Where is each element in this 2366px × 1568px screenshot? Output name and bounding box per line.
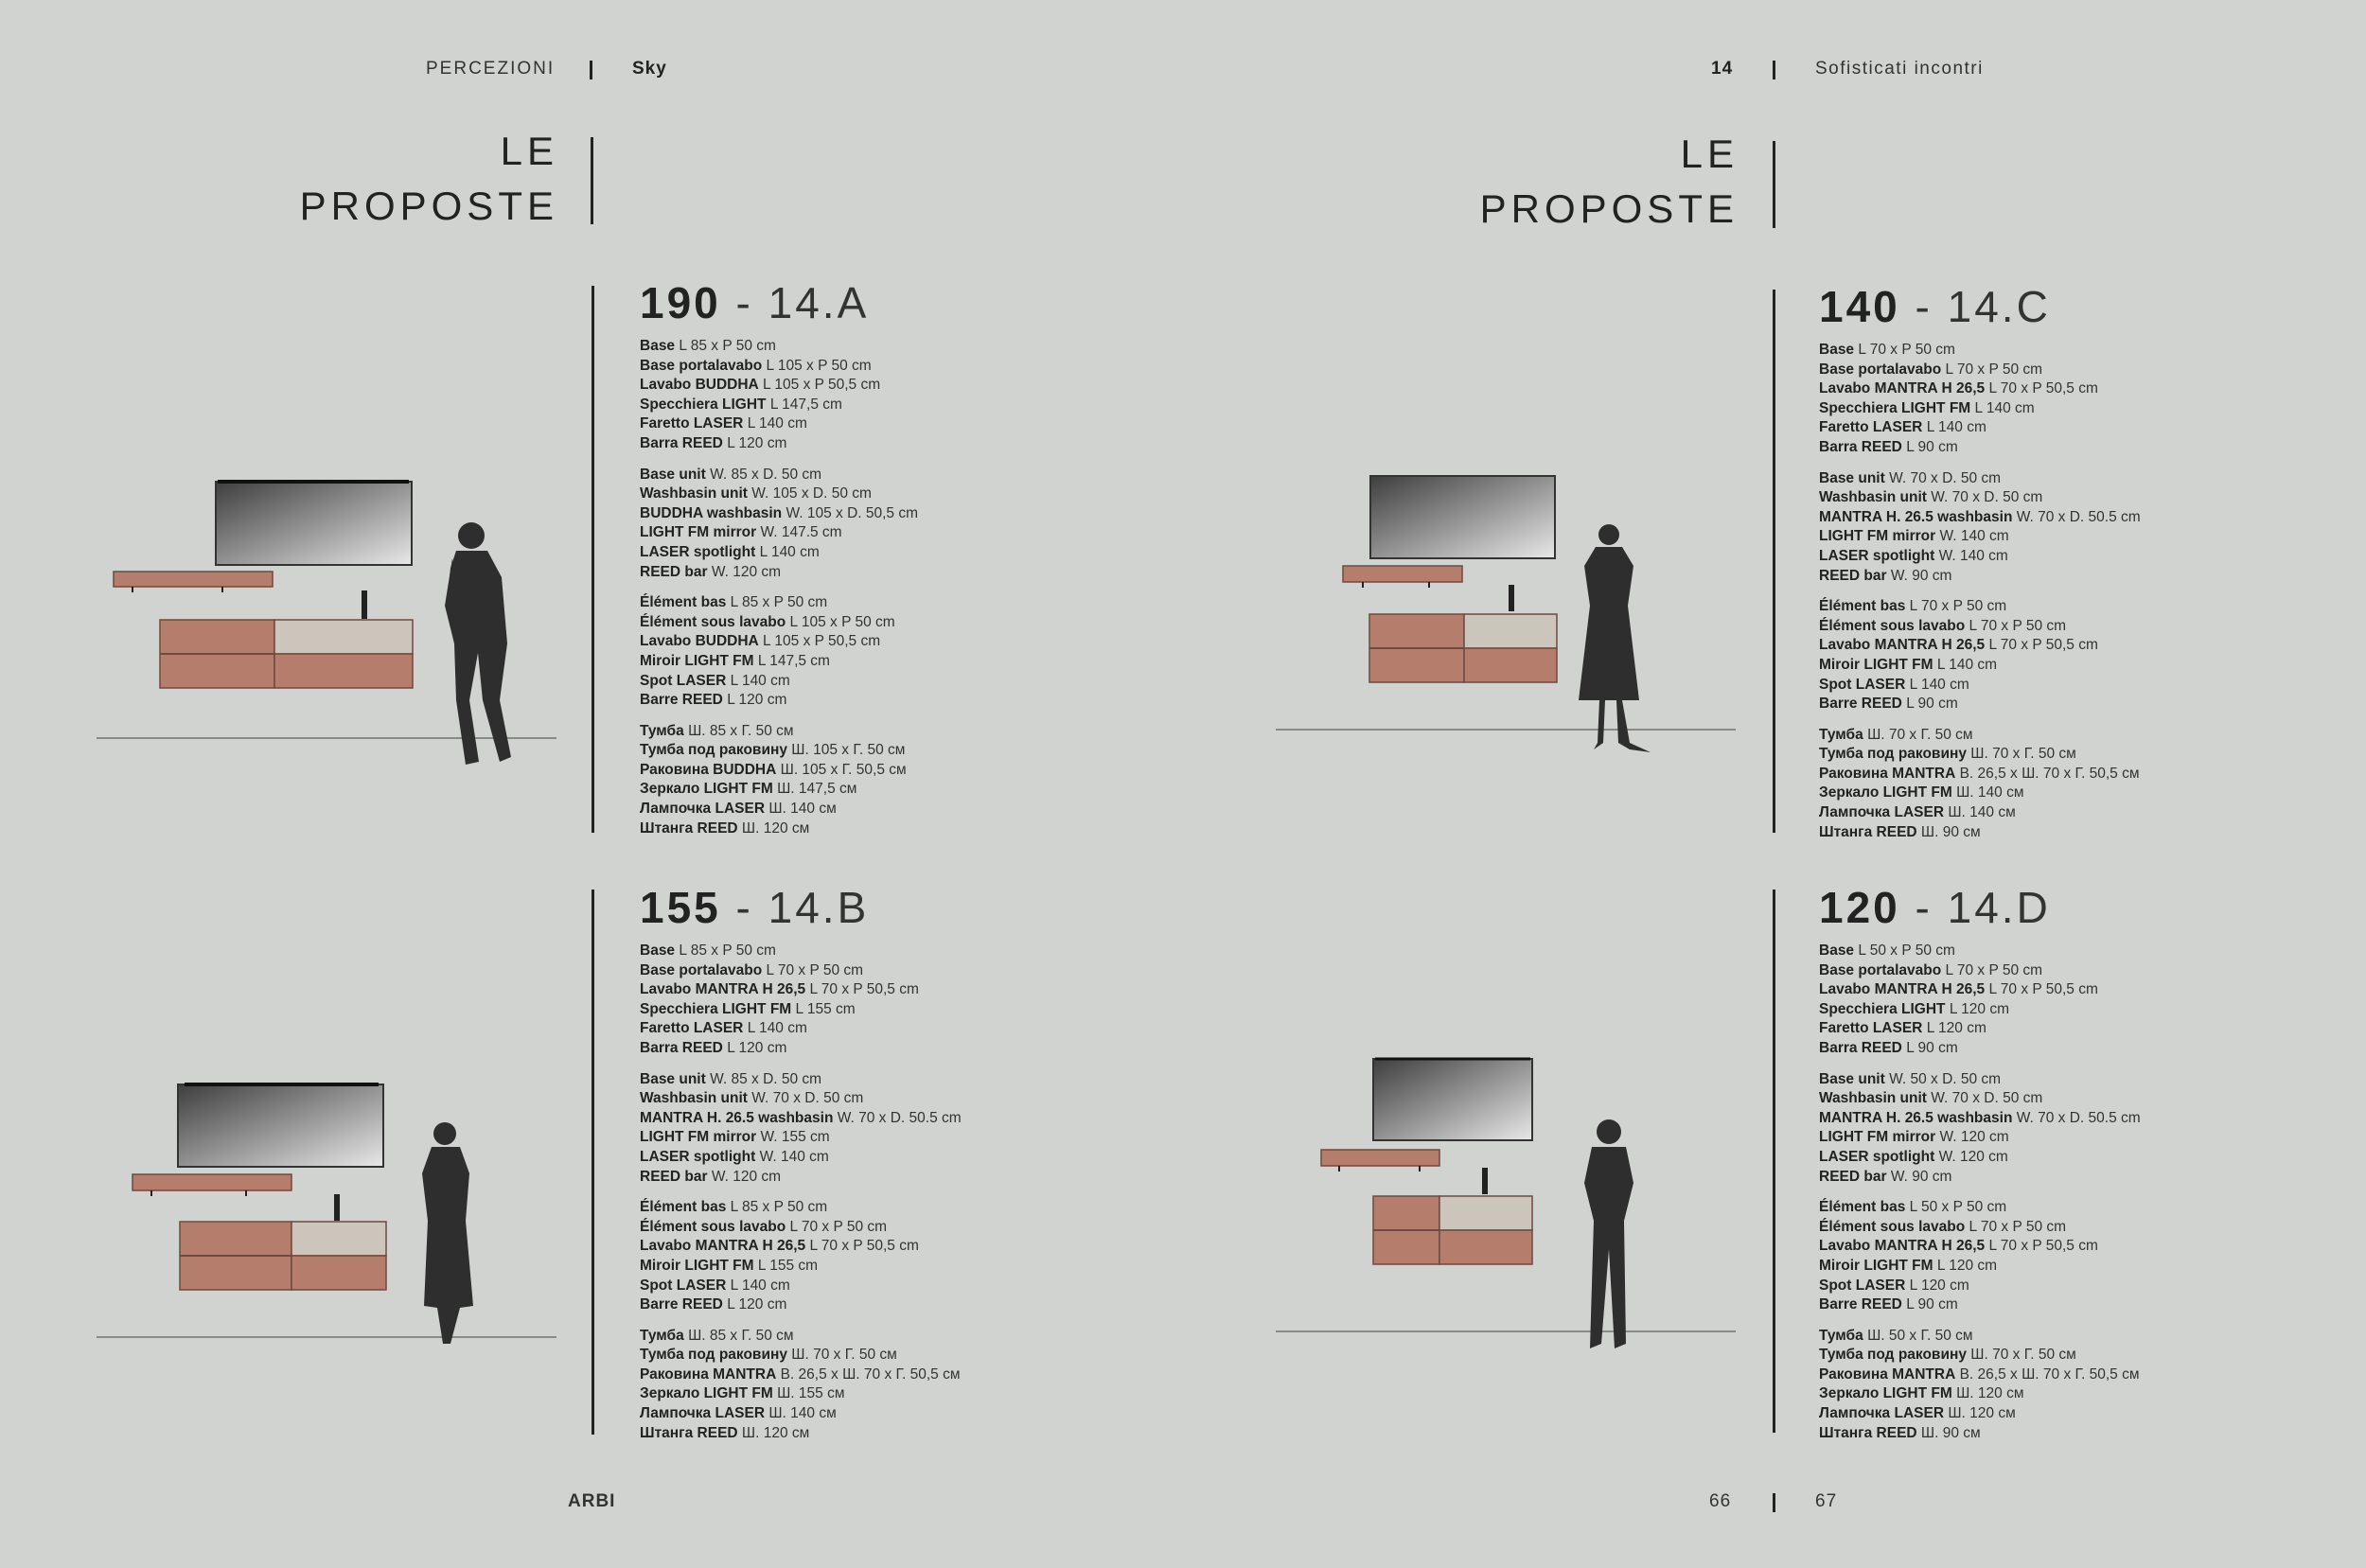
spec-item: Тумба (1819, 726, 1863, 743)
spec-item: Штанга REED (640, 819, 738, 837)
spec-item: Lavabo MANTRA H 26,5 (1819, 1238, 1986, 1255)
spec-item: Раковина MANTRA (1819, 1365, 1956, 1383)
spec-item: Faretto LASER (1819, 419, 1923, 436)
spec-dimensions: L 70 x P 50 cm (1858, 342, 1955, 358)
spec-item: Washbasin unit (1819, 1090, 1927, 1107)
spec-dimensions: L 70 x P 50,5 cm (1988, 380, 2098, 397)
spec-item: Faretto LASER (640, 415, 744, 432)
spec-item: Washbasin unit (1819, 489, 1927, 506)
spec-dimensions: Ш. 140 см (768, 801, 837, 818)
spec-item: Base portalavabo (640, 357, 763, 374)
spec-dimensions: L 120 cm (727, 1296, 787, 1313)
spec-item: Лампочка LASER (1819, 804, 1945, 821)
spec-item: REED bar (640, 1168, 708, 1185)
proposal-title: 190 - 14.A (640, 278, 870, 327)
spec-dimensions: L 105 x P 50,5 cm (763, 377, 881, 394)
spec-item: Barra REED (640, 1039, 723, 1056)
spec-item: LIGHT FM mirror (640, 524, 757, 541)
spec-dimensions: W. 85 x D. 50 cm (710, 466, 822, 483)
spec-dimensions: L 90 cm (1906, 1039, 1958, 1056)
spec-item: Лампочка LASER (640, 1405, 766, 1422)
proposal-title: 120 - 14.D (1819, 883, 2051, 932)
spec-item: LASER spotlight (1819, 547, 1935, 564)
spec-dimensions: W. 90 cm (1890, 567, 1952, 584)
spec-dimensions: W. 70 x D. 50 cm (1931, 1090, 2043, 1107)
spec-item: Раковина BUDDHA (640, 761, 777, 778)
spec-dimensions: L 85 x P 50 cm (679, 338, 776, 354)
footer-divider (1773, 1493, 1775, 1512)
spec-dimensions: W. 90 cm (1890, 1168, 1952, 1185)
spec-dimensions: L 120 cm (1949, 1000, 2010, 1017)
spec-item: Base (640, 943, 676, 959)
spec-dimensions: W. 140 cm (1938, 547, 2008, 564)
spec-item: Specchiera LIGHT (640, 396, 767, 413)
spec-item: MANTRA H. 26.5 washbasin (1819, 508, 2013, 525)
spec-item: Lavabo MANTRA H 26,5 (1819, 637, 1986, 654)
spec-dimensions: Ш. 140 см (1948, 804, 2016, 821)
spec-dimensions: L 140 cm (747, 1020, 807, 1037)
spec-item: Spot LASER (1819, 1277, 1906, 1294)
page-number-right: 67 (1815, 1491, 1838, 1511)
spec-item: Base (1819, 342, 1855, 358)
spec-item: Тумба под раковину (1819, 1347, 1967, 1364)
spec-dimensions: L 70 x P 50 cm (1945, 361, 2043, 378)
vanity-drawing-c (1343, 476, 1557, 682)
spec-item: Élément bas (640, 1199, 727, 1216)
spec-item: Штанга REED (1819, 1424, 1917, 1441)
spec-dimensions: L 70 x P 50,5 cm (1988, 637, 2098, 654)
spec-dimensions: Ш. 85 х Г. 50 см (688, 1327, 794, 1344)
spec-dimensions: L 120 cm (1926, 1020, 1986, 1037)
spec-dimensions: W. 70 x D. 50.5 cm (2016, 508, 2141, 525)
spec-item: Раковина MANTRA (640, 1365, 777, 1383)
spec-item: Тумба под раковину (1819, 746, 1967, 763)
spec-dimensions: В. 26,5 х Ш. 70 х Г. 50,5 см (1959, 765, 2140, 782)
spec-dimensions: L 70 x P 50 cm (789, 1218, 888, 1235)
spec-item: Specchiera LIGHT FM (640, 1000, 792, 1017)
vanity-drawing-b (132, 1084, 386, 1290)
spec-item: Specchiera LIGHT FM (1819, 399, 1971, 416)
spec-item: Base unit (640, 1070, 706, 1087)
proposal-title: 140 - 14.C (1819, 282, 2051, 331)
spec-dimensions: W. 70 x D. 50.5 cm (2016, 1109, 2141, 1126)
spec-dimensions: L 140 cm (1909, 676, 1969, 693)
spec-dimensions: L 70 x P 50 cm (1945, 961, 2043, 978)
spec-dimensions: Ш. 90 см (1920, 1424, 1981, 1441)
spec-dimensions: W. 120 cm (1939, 1129, 2009, 1146)
spec-item: Élément bas (1819, 598, 1906, 615)
spec-dimensions: L 140 cm (1936, 656, 1998, 673)
spec-dimensions: W. 140 cm (1939, 528, 2009, 545)
spec-dimensions: W. 70 x D. 50 cm (1931, 489, 2043, 506)
spec-item: Faretto LASER (1819, 1020, 1923, 1037)
spec-dimensions: Ш. 70 х Г. 50 см (1867, 726, 1973, 743)
spec-item: Barra REED (1819, 1039, 1902, 1056)
spec-item: Тумба (640, 1327, 684, 1344)
spec-dimensions: L 140 cm (759, 543, 820, 560)
person-figure-a (445, 522, 511, 765)
spec-dimensions: L 147,5 cm (769, 396, 842, 413)
spec-item: LASER spotlight (1819, 1148, 1935, 1165)
spec-item: Barre REED (1819, 696, 1902, 713)
spec-dimensions: Ш. 120 см (1948, 1405, 2016, 1422)
spec-dimensions: W. 70 x D. 50.5 cm (837, 1109, 962, 1126)
spec-item: Base portalavabo (1819, 961, 1942, 978)
spec-item: Штанга REED (1819, 823, 1917, 840)
spec-dimensions: Ш. 70 х Г. 50 см (791, 1347, 897, 1364)
spec-dimensions: L 90 cm (1906, 1296, 1958, 1313)
spec-dimensions: Ш. 147,5 см (777, 781, 857, 798)
spec-dimensions: Ш. 120 см (741, 819, 810, 837)
spec-item: Lavabo MANTRA H 26,5 (640, 981, 806, 998)
spec-dimensions: L 105 x P 50,5 cm (763, 633, 881, 650)
spec-item: Barra REED (640, 434, 723, 451)
chapter-title: Sofisticati incontri (1815, 59, 1984, 79)
spec-dimensions: L 120 cm (727, 692, 787, 709)
spec-item: Base unit (640, 466, 706, 483)
spec-item: Miroir LIGHT FM (1819, 656, 1933, 673)
spec-item: Élément sous lavabo (640, 1218, 786, 1235)
spec-item: MANTRA H. 26.5 washbasin (1819, 1109, 2013, 1126)
spec-dimensions: L 70 x P 50,5 cm (1988, 981, 2098, 998)
spec-item: Barre REED (1819, 1296, 1902, 1313)
spec-dimensions: Ш. 155 см (777, 1385, 845, 1402)
spec-item: Lavabo BUDDHA (640, 633, 759, 650)
spec-dimensions: L 70 x P 50 cm (766, 961, 864, 978)
spec-dimensions: W. 105 x D. 50 cm (751, 485, 872, 502)
spec-item: LIGHT FM mirror (1819, 528, 1936, 545)
vanity-drawing-a (114, 482, 413, 688)
spec-item: Spot LASER (640, 1277, 727, 1294)
spec-dimensions: L 70 x P 50 cm (1969, 1218, 2067, 1235)
spec-item: Штанга REED (640, 1424, 738, 1441)
spec-item: Lavabo MANTRA H 26,5 (1819, 380, 1986, 397)
spec-dimensions: Ш. 140 см (1956, 784, 2024, 802)
spec-item: Тумба под раковину (640, 742, 787, 759)
spec-item: REED bar (640, 563, 708, 580)
person-figure-b (422, 1122, 473, 1344)
spec-item: Base unit (1819, 469, 1885, 486)
spec-item: LIGHT FM mirror (640, 1129, 757, 1146)
spec-dimensions: Ш. 105 х Г. 50 см (791, 742, 906, 759)
spec-item: Зеркало LIGHT FM (1819, 1385, 1952, 1402)
spec-dimensions: L 120 cm (727, 434, 787, 451)
spec-dimensions: L 85 x P 50 cm (730, 594, 828, 611)
spec-dimensions: W. 85 x D. 50 cm (710, 1070, 822, 1087)
spec-dimensions: Ш. 120 см (1956, 1385, 2024, 1402)
spec-item: Тумба под раковину (640, 1347, 787, 1364)
spec-dimensions: L 147,5 cm (757, 652, 830, 669)
spec-item: Miroir LIGHT FM (1819, 1257, 1933, 1274)
spec-item: LASER spotlight (640, 1148, 756, 1165)
spec-dimensions: W. 105 x D. 50,5 cm (786, 504, 919, 521)
spec-item: Élément bas (1819, 1199, 1906, 1216)
spec-dimensions: W. 70 x D. 50 cm (751, 1090, 864, 1107)
spec-dimensions: L 155 cm (795, 1000, 856, 1017)
spec-item: MANTRA H. 26.5 washbasin (640, 1109, 834, 1126)
spec-item: Washbasin unit (640, 485, 748, 502)
spec-item: Barre REED (640, 1296, 723, 1313)
spec-item: Spot LASER (1819, 676, 1906, 693)
spec-dimensions: W. 120 cm (711, 563, 782, 580)
spec-item: LIGHT FM mirror (1819, 1129, 1936, 1146)
spec-item: REED bar (1819, 1168, 1887, 1185)
spec-item: Лампочка LASER (640, 801, 766, 818)
page-heading-left: LE PROPOSTE (299, 129, 558, 228)
spec-dimensions: W. 155 cm (760, 1129, 830, 1146)
spec-item: Тумба (1819, 1327, 1863, 1344)
spec-item: Lavabo MANTRA H 26,5 (640, 1238, 806, 1255)
spec-dimensions: L 85 x P 50 cm (679, 943, 776, 959)
spec-item: Base portalavabo (1819, 361, 1942, 378)
brand-name: ARBI (568, 1491, 616, 1511)
spec-dimensions: L 155 cm (757, 1257, 819, 1274)
spec-item: Тумба (640, 722, 684, 739)
spec-item: Élément sous lavabo (1819, 617, 1966, 634)
spec-dimensions: W. 120 cm (711, 1168, 782, 1185)
spec-dimensions: Ш. 70 х Г. 50 см (1970, 1347, 2076, 1364)
spec-item: Barra REED (1819, 438, 1902, 455)
spec-item: Base unit (1819, 1070, 1885, 1087)
spec-item: Base (1819, 943, 1855, 959)
vanity-drawing-d (1321, 1059, 1532, 1264)
spec-dimensions: L 140 cm (747, 415, 807, 432)
spec-dimensions: L 85 x P 50 cm (730, 1199, 828, 1216)
spec-dimensions: L 140 cm (730, 1277, 790, 1294)
spec-dimensions: Ш. 90 см (1920, 823, 1981, 840)
spec-item: BUDDHA washbasin (640, 504, 783, 521)
spec-item: Miroir LIGHT FM (640, 1257, 754, 1274)
spec-item: Élément sous lavabo (640, 613, 786, 630)
spec-item: Élément bas (640, 594, 727, 611)
spec-item: Faretto LASER (640, 1020, 744, 1037)
spec-dimensions: Ш. 50 х Г. 50 см (1867, 1327, 1973, 1344)
spec-dimensions: W. 70 x D. 50 cm (1889, 469, 2002, 486)
spec-item: LASER spotlight (640, 543, 756, 560)
spec-item: Раковина MANTRA (1819, 765, 1956, 782)
chapter-number: 14 (1711, 59, 1734, 79)
spec-dimensions: L 140 cm (1974, 399, 2035, 416)
spec-item: Зеркало LIGHT FM (640, 781, 773, 798)
spec-item: Miroir LIGHT FM (640, 652, 754, 669)
spec-dimensions: L 120 cm (1936, 1257, 1998, 1274)
subsection-label: Sky (632, 59, 667, 79)
section-label: PERCEZIONI (426, 59, 556, 79)
spec-item: Base (640, 338, 676, 354)
spec-dimensions: L 70 x P 50,5 cm (809, 1238, 919, 1255)
spec-item: Élément sous lavabo (1819, 1218, 1966, 1235)
spec-item: Зеркало LIGHT FM (1819, 784, 1952, 802)
spec-dimensions: W. 50 x D. 50 cm (1889, 1070, 2002, 1087)
spec-dimensions: Ш. 120 см (741, 1424, 810, 1441)
spec-item: Barre REED (640, 692, 723, 709)
person-figure-c (1579, 524, 1651, 752)
spec-dimensions: L 140 cm (1926, 419, 1986, 436)
spec-dimensions: L 105 x P 50 cm (789, 613, 895, 630)
spec-dimensions: Ш. 70 х Г. 50 см (1970, 746, 2076, 763)
spec-dimensions: L 70 x P 50 cm (1969, 617, 2067, 634)
spec-dimensions: W. 147.5 cm (760, 524, 842, 541)
spec-dimensions: L 105 x P 50 cm (766, 357, 872, 374)
spec-dimensions: L 90 cm (1906, 696, 1958, 713)
spec-dimensions: L 70 x P 50 cm (1909, 598, 2007, 615)
spec-item: Base portalavabo (640, 961, 763, 978)
person-figure-d (1584, 1119, 1633, 1348)
spec-item: REED bar (1819, 567, 1887, 584)
spec-dimensions: L 140 cm (730, 672, 790, 689)
spec-item: Spot LASER (640, 672, 727, 689)
spec-item: Lavabo MANTRA H 26,5 (1819, 981, 1986, 998)
spec-item: Лампочка LASER (1819, 1405, 1945, 1422)
spec-dimensions: Ш. 85 х Г. 50 см (688, 722, 794, 739)
spec-dimensions: L 50 x P 50 cm (1909, 1199, 2007, 1216)
spec-item: Washbasin unit (640, 1090, 748, 1107)
spec-dimensions: L 50 x P 50 cm (1858, 943, 1955, 959)
spec-dimensions: В. 26,5 х Ш. 70 х Г. 50,5 см (780, 1365, 961, 1383)
spec-dimensions: Ш. 105 х Г. 50,5 см (780, 761, 907, 778)
spec-dimensions: W. 120 cm (1938, 1148, 2008, 1165)
page-number-left: 66 (1709, 1491, 1732, 1511)
spec-dimensions: L 120 cm (727, 1039, 787, 1056)
spec-item: Зеркало LIGHT FM (640, 1385, 773, 1402)
spec-dimensions: L 70 x P 50,5 cm (809, 981, 919, 998)
spec-dimensions: L 120 cm (1909, 1277, 1969, 1294)
spec-dimensions: В. 26,5 х Ш. 70 х Г. 50,5 см (1959, 1365, 2140, 1383)
spec-dimensions: Ш. 140 см (768, 1405, 837, 1422)
spec-item: Lavabo BUDDHA (640, 377, 759, 394)
spec-item: Specchiera LIGHT (1819, 1000, 1946, 1017)
proposal-title: 155 - 14.B (640, 883, 870, 932)
spec-dimensions: L 90 cm (1906, 438, 1958, 455)
spec-dimensions: L 70 x P 50,5 cm (1988, 1238, 2098, 1255)
page-heading-right: LE PROPOSTE (1479, 132, 1739, 231)
spec-dimensions: W. 140 cm (759, 1148, 829, 1165)
